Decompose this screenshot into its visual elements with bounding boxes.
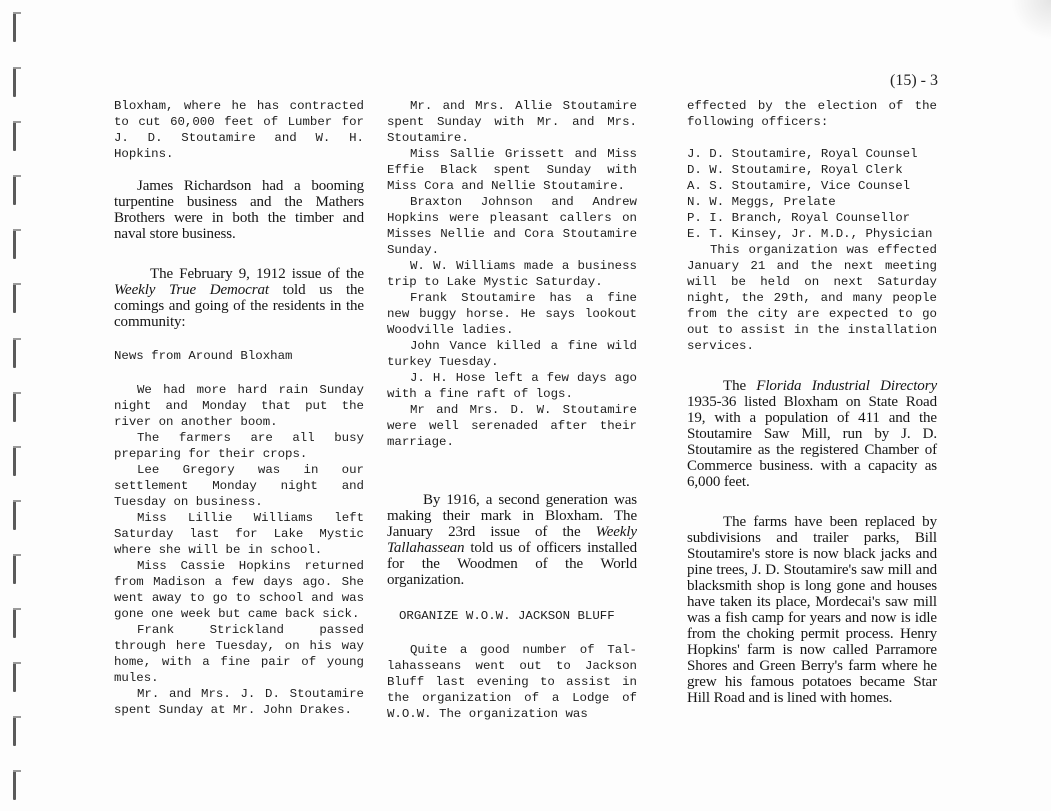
news-item: John Vance killed a fine wild turkey Tuesday.: [387, 339, 637, 369]
binding-hole-mark: [13, 175, 16, 205]
binding-hole-mark: [13, 121, 16, 151]
feb-issue-text-before: The February 9, 1912 issue of the: [150, 266, 364, 282]
binding-hole-mark: [13, 554, 16, 584]
carryover-paragraph: Bloxham, where he has contracted to cut 60,000 feet of Lumber for J. D. Stoutamire and W. H. Hopkins.: [114, 99, 364, 161]
binding-hole-mark: [13, 500, 16, 530]
binding-hole-mark: [13, 662, 16, 692]
binding-hole-mark: [13, 229, 16, 259]
news-item: The farmers are all busy preparing for their crops.: [114, 431, 364, 461]
news-item: Mr and Mrs. D. W. Stoutamire were well serenaded after their marriage.: [387, 403, 637, 449]
feb-issue-paragraph: [114, 266, 364, 330]
news-item: Mr. and Mrs. Allie Stoutamire spent Sunday with Mr. and Mrs. Stoutamire.: [387, 99, 637, 145]
page-corner-shadow: [1011, 0, 1051, 40]
directory-text-after: 1935-36 listed Bloxham on State Road 19, with a population of 411 and the Stoutamire Saw Mill, run by J. D. Stoutamire as the registered Chamber of Commerce business. with a capacity as 6,000 feet.: [687, 394, 937, 490]
news-item: Mr. and Mrs. J. D. Stoutamire spent Sunday at Mr. John Drakes.: [114, 687, 364, 717]
officer-item: A. S. Stoutamire, Vice Counsel: [687, 179, 911, 193]
officer-item: N. W. Meggs, Prelate: [687, 195, 836, 209]
organization-paragraph: This organization was effected January 21 and the next meeting will be held on next Saturday night, the 29th, and many people from the city are expected to go out to assist in the installation services.: [687, 243, 937, 353]
news-item: Braxton Johnson and Andrew Hopkins were pleasant callers on Misses Nellie and Cora Stoutamire Sunday.: [387, 195, 637, 257]
by-1916-text-before: By 1916, a second generation was making their mark in Bloxham. The January 23rd issue of the: [387, 492, 637, 540]
farms-paragraph: The farms have been replaced by subdivisions and trailer parks, Bill Stoutamire's store is now black jacks and pine trees, J. D. Stoutamire's saw mill and blacksmith shop is long gone and houses have taken its place, Mordecai's saw mill was a fish camp for years and now is idle from the choking permit process. Henry Hopkins' farm is now called Parramore Shores and Green Berry's farm where he grew his famous potatoes became Star Hill Road and is lined with homes.: [687, 514, 937, 706]
binding-hole-mark: [13, 608, 16, 638]
officers-list: [687, 146, 937, 242]
binding-hole-mark: [13, 446, 16, 476]
page-number: (15) - 3: [890, 72, 938, 89]
officer-item: P. I. Branch, Royal Counsellor: [687, 211, 911, 225]
binding-hole-mark: [13, 392, 16, 422]
news-item: W. W. Williams made a business trip to Lake Mystic Saturday.: [387, 259, 637, 289]
news-item: Frank Strickland passed through here Tuesday, on his way home, with a fine pair of young mules.: [114, 623, 364, 685]
news-item: J. H. Hose left a few days ago with a fine raft of logs.: [387, 371, 637, 401]
by-1916-paragraph: [387, 492, 637, 588]
officer-item: E. T. Kinsey, Jr. M.D., Physician: [687, 227, 933, 241]
binding-hole-mark: [13, 338, 16, 368]
binding-hole-mark: [13, 716, 16, 746]
column-3: [687, 98, 937, 706]
wow-paragraph: Quite a good number of Tal-lahasseans went out to Jackson Bluff last evening to assist in the organization of a Lodge of W.O.W. The organization was: [387, 643, 637, 721]
feb-issue-text-after: told us the comings and going of the residents in the community:: [114, 282, 364, 330]
publication-title: Florida Industrial Directory: [756, 378, 938, 394]
news-item: Frank Stoutamire has a fine new buggy horse. He says lookout Woodville ladies.: [387, 291, 637, 337]
publication-title: Weekly True Democrat: [114, 282, 269, 298]
binding-hole-mark: [13, 283, 16, 313]
publication-title: Weekly Tallahassean: [387, 524, 637, 556]
column-1: [114, 98, 364, 718]
richardson-paragraph: James Richardson had a booming turpentine business and the Mathers Brothers were in both the timber and naval store business.: [114, 178, 364, 242]
officer-item: J. D. Stoutamire, Royal Counsel: [687, 147, 918, 161]
news-item: Miss Lillie Williams left Saturday last for Lake Mystic where she will be in school.: [114, 511, 364, 557]
directory-paragraph: [687, 378, 937, 490]
officer-item: D. W. Stoutamire, Royal Clerk: [687, 163, 903, 177]
binding-hole-mark: [13, 770, 16, 800]
news-heading: News from Around Bloxham: [114, 349, 293, 363]
news-item: Lee Gregory was in our settlement Monday night and Tuesday on business.: [114, 463, 364, 509]
column-2: [387, 98, 637, 722]
news-item: Miss Sallie Grissett and Miss Effie Black spent Sunday with Miss Cora and Nellie Stoutamire.: [387, 147, 637, 193]
news-item: We had more hard rain Sunday night and Monday that put the river on another boom.: [114, 383, 364, 429]
news-list-continued: [387, 98, 637, 450]
binding-hole-mark: [13, 12, 16, 42]
news-list: [114, 382, 364, 718]
wow-heading: ORGANIZE W.O.W. JACKSON BLUFF: [399, 609, 615, 623]
binding-hole-mark: [13, 67, 16, 97]
directory-text-before: The: [723, 378, 757, 394]
carryover-paragraph: effected by the election of the following officers:: [687, 99, 937, 129]
news-item: Miss Cassie Hopkins returned from Madison a few days ago. She went away to go to school and was gone one week but came back sick.: [114, 559, 364, 621]
by-1916-text-after: told us of officers installed for the Woodmen of the World organization.: [387, 540, 637, 588]
